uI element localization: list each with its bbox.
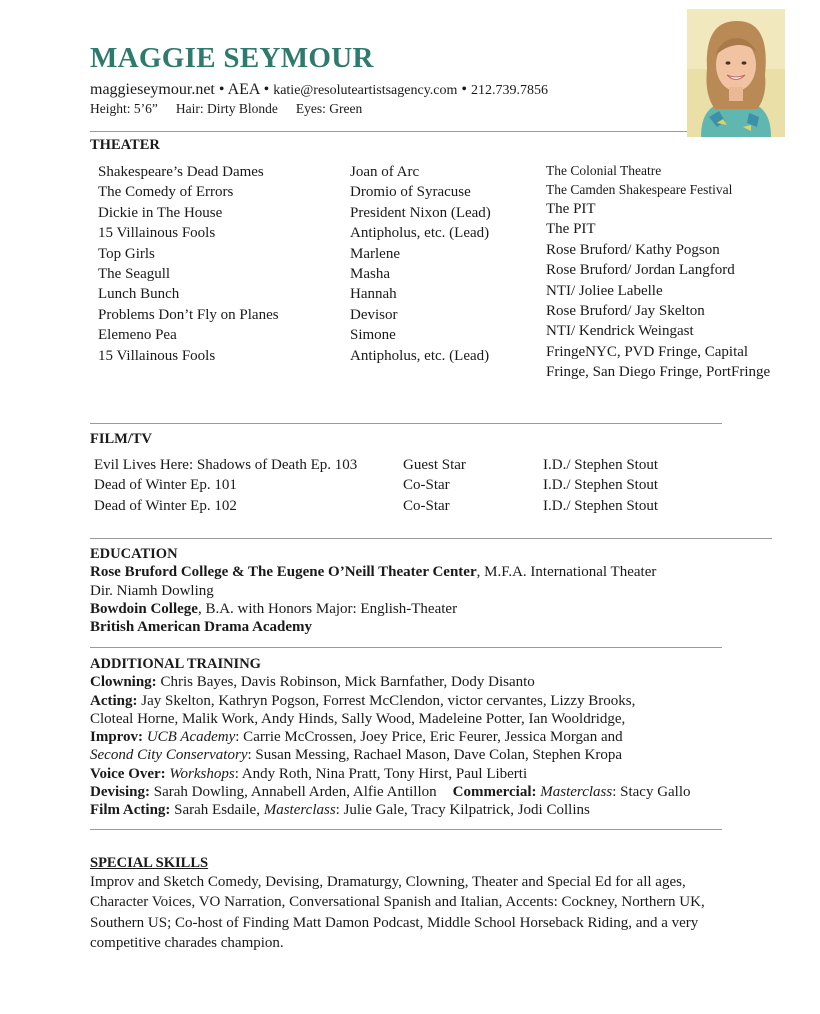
hair-stat: Hair: Dirty Blonde [175,101,278,116]
eyes-stat: Eyes: Green [295,101,363,116]
film-credit: I.D./ Stephen Stout [543,457,658,473]
theater-show: Elemeno Pea [98,327,177,344]
theater-show: Shakespeare’s Dead Dames [98,164,264,180]
training-teachers: : Andy Roth, Nina Pratt, Tony Hirst, Paul Liberti [234,765,528,782]
training-teachers: : Julie Gale, Tracy Kilpatrick, Jodi Collins [335,802,590,819]
theater-shows [98,162,343,366]
training-label: Commercial: [452,784,537,801]
training-teachers: : Stacy Gallo [612,784,691,801]
theater-venue: Rose Bruford/ Kathy Pogson [546,241,720,258]
film-titles [94,455,399,516]
theater-venue: NTI/ Joliee Labelle [546,282,663,299]
education-entry [90,563,730,581]
phone-number: 212.739.7856 [471,83,549,98]
film-title: Evil Lives Here: Shadows of Death Ep. 103 [94,457,358,473]
training-school: Workshops [169,765,235,782]
education-entry [90,618,730,636]
theater-venue: The Colonial Theatre [546,163,662,178]
education-entry [90,600,730,618]
training-improv-cont [90,746,730,764]
theater-venue: Rose Bruford/ Jay Skelton [546,303,705,320]
theater-heading: THEATER [90,137,160,153]
theater-venue: The PIT [546,201,596,217]
divider [90,131,687,132]
theater-show: Lunch Bunch [98,286,180,303]
height-stat: Height: 5’6” [90,101,158,116]
theater-show: 15 Villainous Fools [98,347,216,364]
training-school: Masterclass [263,802,336,819]
theater-show: The Seagull [98,266,171,283]
training-teachers: Sarah Esdaile, [170,802,264,819]
actor-name: MAGGIE SEYMOUR [90,42,374,74]
film-credit: I.D./ Stephen Stout [543,497,658,514]
film-roles [403,455,533,516]
training-label: Acting: [90,692,138,709]
degree: , B.A. with Honors Major: English-Theater [197,600,458,617]
divider [90,423,722,424]
theater-venue: NTI/ Kendrick Weingast [546,323,694,340]
theater-venue: FringeNYC, PVD Fringe, Capital Fringe, San Diego Fringe, PortFringe [546,343,771,381]
physical-stats [90,101,380,117]
training-section [90,655,730,820]
theater-role: Antipholus, etc. (Lead) [350,225,490,242]
theater-role: President Nixon (Lead) [350,204,491,221]
training-label: Clowning: [90,674,157,691]
theater-role: Dromio of Syracuse [350,184,471,201]
education-heading: EDUCATION [90,546,178,562]
training-devising [90,783,730,801]
theater-role: Antipholus, etc. (Lead) [350,347,490,364]
training-acting [90,692,730,710]
theater-show: The Comedy of Errors [98,184,234,201]
training-label: Improv: [90,729,144,746]
website-link[interactable]: maggieseymour.net [90,81,215,98]
theater-venue: The PIT [546,221,596,238]
theater-venue: Rose Bruford/ Jordan Langford [546,262,735,279]
training-label: Devising: [90,784,150,801]
training-label: Film Acting: [90,802,171,819]
film-heading: FILM/TV [90,431,153,447]
theater-show: Top Girls [98,245,155,262]
training-label: Voice Over: [90,765,166,782]
training-clowning [90,673,730,691]
training-school: Masterclass [540,784,613,801]
film-role: Co-Star [403,477,450,494]
training-teachers: Jay Skelton, Kathryn Pogson, Forrest McClendon, victor cervantes, Lizzy Brooks, [137,692,636,709]
theater-show: Problems Don’t Fly on Planes [98,306,279,323]
training-teachers: : Carrie McCrossen, Joey Price, Eric Feurer, Jessica Morgan and [235,729,623,746]
degree: , M.F.A. International Theater [476,564,657,581]
theater-show: 15 Villainous Fools [98,225,216,242]
school-name: British American Drama Academy [90,619,313,636]
school-name: Rose Bruford College & The Eugene O’Neill Theater Center [90,564,477,581]
theater-role: Devisor [350,306,398,323]
theater-role: Hannah [350,286,397,303]
training-school: Second City Conservatory [90,747,248,764]
education-director: Dir. Niamh Dowling [90,582,214,599]
film-title: Dead of Winter Ep. 101 [94,477,237,494]
film-credit: I.D./ Stephen Stout [543,477,658,494]
skills-heading [90,855,208,872]
theater-venue: The Camden Shakespeare Festival [546,182,733,197]
divider [90,829,722,830]
skills-text: Improv and Sketch Comedy, Devising, Dramaturgy, Clowning, Theater and Special Ed for all ages, Character Voices, VO Narration, Conversational Spanish and Italian, Accents: Cockney, Northern UK, Southern US; Co-host of Finding Matt Damon Podcast, Middle School Horseback Riding, and a very competitive charades champion. [90,874,705,952]
training-acting-cont: Cloteal Horne, Malik Work, Andy Hinds, Sally Wood, Madeleine Potter, Ian Wooldridge, [90,710,626,727]
theater-role: Masha [350,266,390,283]
training-teachers: Chris Bayes, Davis Robinson, Mick Barnfather, Dody Disanto [156,674,535,691]
film-role: Co-Star [403,497,450,514]
training-film-acting [90,801,730,819]
theater-role: Joan of Arc [350,164,420,180]
skills-heading-text: SPECIAL SKILLS [90,855,209,871]
training-school: UCB Academy [146,729,236,746]
union-affiliation: AEA [227,81,260,98]
separator: • [461,81,468,98]
theater-role: Marlene [350,245,400,262]
training-teachers: : Susan Messing, Rachael Mason, Dave Colan, Stephen Kropa [247,747,623,764]
divider [90,647,722,648]
theater-roles [350,162,540,366]
theater-venues [546,162,774,383]
email-link[interactable]: katie@resoluteartistsagency.com [273,83,458,98]
school-name: Bowdoin College [90,600,198,617]
separator: • [263,81,270,98]
contact-line [90,81,548,99]
theater-show: Dickie in The House [98,204,223,221]
film-credits [543,455,743,516]
divider [90,538,772,539]
film-title: Dead of Winter Ep. 102 [94,497,237,514]
training-voice-over [90,765,730,783]
training-heading: ADDITIONAL TRAINING [90,656,261,672]
training-teachers: Sarah Dowling, Annabell Arden, Alfie Antillon [150,784,437,801]
film-role: Guest Star [403,457,466,473]
separator: • [218,81,225,98]
headshot-photo [687,9,785,137]
education-section [90,545,730,636]
training-improv [90,728,730,746]
theater-role: Simone [350,327,396,344]
